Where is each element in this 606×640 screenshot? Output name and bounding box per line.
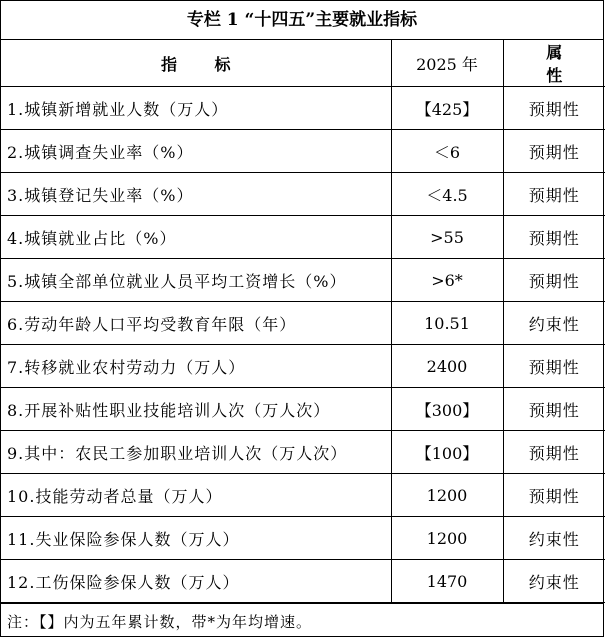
table-row: [1, 474, 605, 517]
table-row: [1, 560, 605, 603]
attribute-cell: 预期性: [503, 87, 605, 130]
indicator-cell: 6.劳动年龄人口平均受教育年限（年）: [1, 302, 391, 345]
indicator-cell: 5.城镇全部单位就业人员平均工资增长（%）: [1, 259, 391, 302]
indicator-cell: 11.失业保险参保人数（万人）: [1, 517, 391, 560]
table-row: [1, 216, 605, 259]
table-row: [1, 345, 605, 388]
table-row: [1, 388, 605, 431]
indicator-cell: 8.开展补贴性职业技能培训人次（万人次）: [1, 388, 391, 431]
value-cell: 【425】: [391, 87, 503, 130]
attribute-cell: 预期性: [503, 216, 605, 259]
value-cell: >55: [391, 216, 503, 259]
attribute-cell: 约束性: [503, 517, 605, 560]
indicator-cell: 2.城镇调查失业率（%）: [1, 130, 391, 173]
attribute-cell: 预期性: [503, 173, 605, 216]
value-cell: 2400: [391, 345, 503, 388]
value-cell: >6*: [391, 259, 503, 302]
attribute-cell: 约束性: [503, 302, 605, 345]
indicator-cell: 9.其中：农民工参加职业培训人次（万人次）: [1, 431, 391, 474]
indicator-cell: 12.工伤保险参保人数（万人）: [1, 560, 391, 603]
table-row: [1, 173, 605, 216]
value-cell: 1200: [391, 517, 503, 560]
table-row: [1, 302, 605, 345]
table-row: [1, 431, 605, 474]
table-note: 注：【】内为五年累计数，带*为年均增速。: [1, 603, 603, 640]
indicators-table: [1, 40, 605, 603]
header-row: [1, 40, 605, 87]
table-row: [1, 130, 605, 173]
attribute-cell: 预期性: [503, 130, 605, 173]
indicator-cell: 10.技能劳动者总量（万人）: [1, 474, 391, 517]
indicator-cell: 7.转移就业农村劳动力（万人）: [1, 345, 391, 388]
attribute-cell: 预期性: [503, 388, 605, 431]
table-row: [1, 259, 605, 302]
attribute-cell: 约束性: [503, 560, 605, 603]
value-cell: 【300】: [391, 388, 503, 431]
table-row: [1, 517, 605, 560]
table-row: [1, 87, 605, 130]
value-cell: ＜4.5: [391, 173, 503, 216]
attribute-cell: 预期性: [503, 345, 605, 388]
indicator-cell: 1.城镇新增就业人数（万人）: [1, 87, 391, 130]
value-cell: ＜6: [391, 130, 503, 173]
indicator-cell: 3.城镇登记失业率（%）: [1, 173, 391, 216]
indicator-cell: 4.城镇就业占比（%）: [1, 216, 391, 259]
attribute-cell: 预期性: [503, 474, 605, 517]
header-indicator: 指 标: [1, 40, 391, 87]
value-cell: 【100】: [391, 431, 503, 474]
box-title: 专栏 1 “十四五”主要就业指标: [1, 1, 603, 40]
value-cell: 10.51: [391, 302, 503, 345]
value-cell: 1200: [391, 474, 503, 517]
value-cell: 1470: [391, 560, 503, 603]
header-year: 2025 年: [391, 40, 503, 87]
attribute-cell: 预期性: [503, 431, 605, 474]
attribute-cell: 预期性: [503, 259, 605, 302]
header-attribute: 属 性: [503, 40, 605, 87]
